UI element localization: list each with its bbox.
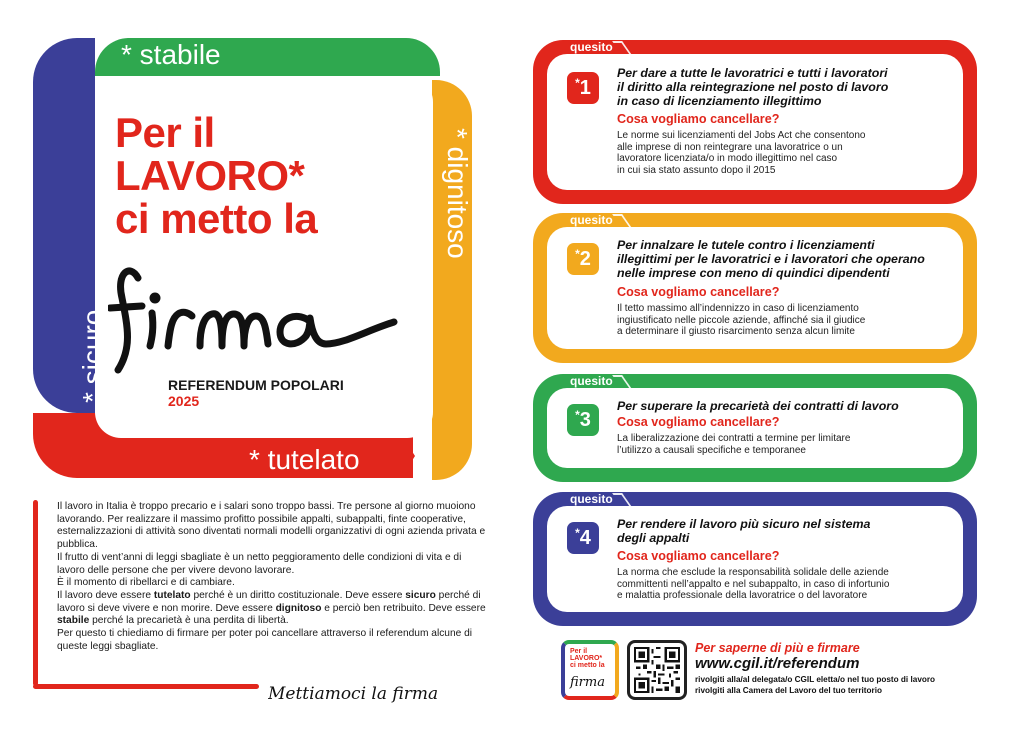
info-url-link[interactable]: www.cgil.it/referendum xyxy=(695,655,860,672)
label-sicuro: * sicuro xyxy=(77,309,108,403)
body-paragraph: Per questo ti chiediamo di firmare per poter poi cancellare attraverso il referendum alcune di queste leggi sbagliate. xyxy=(57,628,473,652)
quesito-body: La norma che esclude la responsabilità solidale delle aziende committenti nell’appalto e nel subappalto, in caso di infortunio e malattia professionale della lavoratrice o del lavoratore xyxy=(617,567,890,602)
quesito-heading: Per rendere il lavoro più sicuro nel sistema degli appalti xyxy=(617,517,871,545)
quesito-subheading: Cosa vogliamo cancellare? xyxy=(617,415,780,429)
mini-poster-title: Per il LAVORO* ci metto la xyxy=(570,648,605,669)
title-line-2: LAVORO* xyxy=(115,152,305,199)
svg-text:Mettiamoci la firma: Mettiamoci la firma xyxy=(268,684,439,704)
info-line-1: rivolgiti alla/al delegata/o CGIL eletta/o nel tuo posto di lavoro xyxy=(695,675,936,684)
frame-arrow-tip xyxy=(401,434,415,478)
label-dignitoso: * dignitoso xyxy=(442,128,473,259)
quesito-tab: quesito xyxy=(561,39,627,56)
body-paragraph: Il lavoro in Italia è troppo precario e i salari sono troppo bassi. Tre persone al giorno muoiono lavorando. Per realizzare il massimo profitto possibile appalti, subappalti, finte cooperative, esternalizzazioni di attività sono diventati normali modelli organizzativi di ogni azienda privata e pubblica. xyxy=(57,501,486,551)
body-paragraph: Il lavoro deve essere tutelato perché è un diritto costituzionale. Deve essere sicuro perché di lavoro si deve vivere e non morire. Deve essere dignitoso e perciò ben retribuito. Deve essere stabile perché la precarietà è una perdita di libertà. xyxy=(57,589,486,627)
mini-poster-thumbnail xyxy=(561,640,619,700)
quesito-subheading: Cosa vogliamo cancellare? xyxy=(617,549,780,563)
quesito-body: Le norme sui licenziamenti del Jobs Act che consentono alle imprese di non reintegrare una lavoratrice o un lavoratore licenziata/o in modo illegittimo nel caso in cui sia stato assunto dopo il 2015 xyxy=(617,130,866,176)
label-tutelato: * tutelato xyxy=(249,444,360,475)
body-accent-underline xyxy=(33,684,259,689)
quesito-3-card xyxy=(533,374,977,482)
info-line-2: rivolgiti alla Camera del Lavoro del tuo territorio xyxy=(695,686,882,695)
quesito-4-card xyxy=(533,492,977,626)
quesito-heading: Per dare a tutte le lavoratrici e tutti i lavoratori il diritto alla reintegrazione nel posto di lavoro in caso di licenziamento illegittimo xyxy=(617,66,889,108)
title-line-1: Per il xyxy=(115,109,215,156)
body-accent-bar xyxy=(33,500,38,686)
body-paragraph: È il momento di ribellarci e di cambiare. xyxy=(57,577,235,589)
quesito-number-badge: *4 xyxy=(567,522,599,554)
body-text xyxy=(57,501,487,653)
quesito-heading: Per innalzare le tutele contro i licenziamenti illegittimi per le lavoratrici e i lavoratori che operano nelle imprese con meno di quindici dipendenti xyxy=(617,238,925,280)
mini-poster-firma: firma xyxy=(570,675,605,690)
body-paragraph: Il frutto di vent’anni di leggi sbagliate è un netto peggioramento delle condizioni di vita e di lavoro delle persone che per vivere devono lavorare. xyxy=(57,551,462,576)
title-line-3: ci metto la xyxy=(115,195,318,242)
quesito-number-badge: *2 xyxy=(567,243,599,275)
referendum-year: 2025 xyxy=(168,393,200,409)
quesito-number-badge: *1 xyxy=(567,72,599,104)
quesito-subheading: Cosa vogliamo cancellare? xyxy=(617,285,780,299)
referendum-label: REFERENDUM POPOLARI xyxy=(168,377,344,393)
quesito-tab: quesito xyxy=(561,491,627,508)
quesito-2-card xyxy=(533,213,977,363)
qr-code-icon[interactable] xyxy=(627,640,687,700)
quesito-tab: quesito xyxy=(561,212,627,229)
quesito-subheading: Cosa vogliamo cancellare? xyxy=(617,112,780,126)
firma-script-icon xyxy=(108,258,408,378)
signoff-signature xyxy=(268,679,478,709)
quesito-1-card xyxy=(533,40,977,204)
quesito-tab: quesito xyxy=(561,373,627,390)
quesito-body: Il tetto massimo all’indennizzo in caso di licenziamento ingiustificato nelle piccole aziende, affinché sia il giudice a determinare il giusto risarcimento senza alcun limite xyxy=(617,303,866,338)
info-title: Per saperne di più e firmare xyxy=(695,641,860,655)
quesito-body: La liberalizzazione dei contratti a termine per limitare l’utilizzo a causali specifiche e temporanee xyxy=(617,433,851,456)
quesito-heading: Per superare la precarietà dei contratti di lavoro xyxy=(617,399,899,413)
label-stabile: * stabile xyxy=(121,39,221,70)
poster-title xyxy=(115,111,317,240)
quesito-number-badge: *3 xyxy=(567,404,599,436)
